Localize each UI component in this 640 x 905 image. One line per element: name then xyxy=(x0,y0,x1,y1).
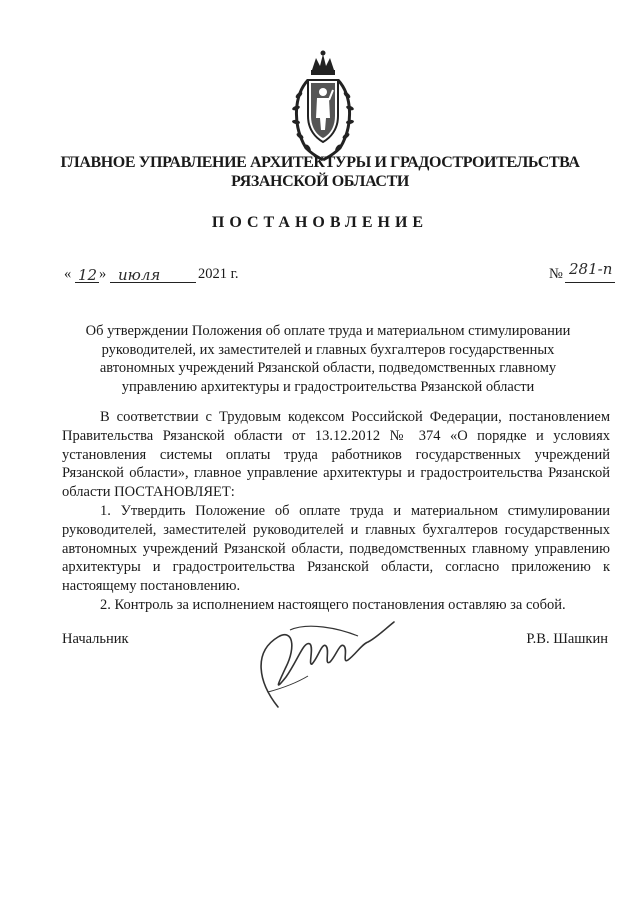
coat-of-arms-icon xyxy=(286,50,360,162)
handwritten-signature-icon xyxy=(238,592,418,712)
signatory-position: Начальник xyxy=(62,631,129,647)
date-year: 2021 г. xyxy=(198,266,239,282)
preamble-paragraph: В соответствии с Трудовым кодексом Российской Федерации, постановлением Правительства Рязанской области от 13.12.2012 № 374 «О порядке и условиях установления системы оплаты труда работников государственных учреждений Рязанской области», главное управление архитектуры и градостроительства Рязанской области ПОСТАНОВЛЯЕТ: xyxy=(62,409,610,501)
date-open-quote: « xyxy=(64,266,72,282)
organization-name-line1: ГЛАВНОЕ УПРАВЛЕНИЕ АРХИТЕКТУРЫ И ГРАДОСТРОИТЕЛЬСТВА xyxy=(60,154,580,171)
item-2-paragraph: 2. Контроль за исполнением настоящего постановления оставляю за собой. xyxy=(100,596,566,613)
number-sign: № xyxy=(549,266,563,282)
date-month-handwritten: июля xyxy=(118,266,161,284)
document-type-heading: ПОСТАНОВЛЕНИЕ xyxy=(211,214,429,231)
date-day-handwritten: 12 xyxy=(78,266,98,284)
date-close-quote: » xyxy=(99,266,107,282)
document-body xyxy=(62,408,610,615)
organization-name-line2: РЯЗАНСКОЙ ОБЛАСТИ xyxy=(231,173,409,190)
document-number xyxy=(549,262,619,286)
document-title: Об утверждении Положения об оплате труда и материальном стимулировании руководителей, их заместителей и главных бухгалтеров государственных автономных учреждений Рязанской области, подведомственных главному управлению архитектуры и градостроительства Рязанской области xyxy=(85,323,571,395)
item-1-paragraph: 1. Утвердить Положение об оплате труда и материальном стимулировании руководителей, заместителей руководителей и главных бухгалтеров государственных автономных учреждений Рязанской области, подведомственных главному управлению архитектуры и градостроительства Рязанской области, согласно приложению к настоящему постановлению. xyxy=(62,502,610,595)
number-handwritten: 281-п xyxy=(569,260,613,278)
signatory-name: Р.В. Шашкин xyxy=(526,631,608,647)
document-date xyxy=(64,262,264,286)
